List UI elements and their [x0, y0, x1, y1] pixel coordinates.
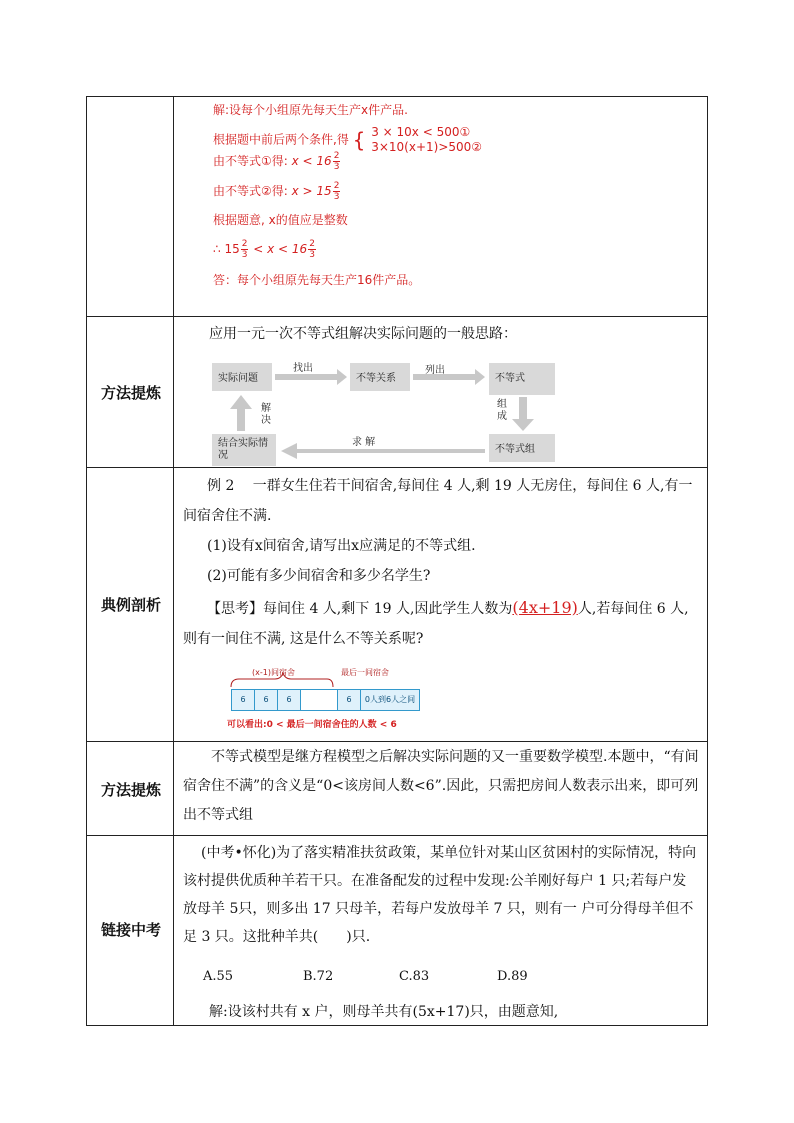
option-d: D.89 — [497, 969, 528, 984]
flow-box-inequality: 不等式 — [489, 363, 555, 395]
brace-label: (x-1)间宿舍 — [252, 668, 295, 677]
lesson-table — [86, 96, 708, 1026]
arrow-down — [512, 397, 534, 431]
method-intro: 应用一元一次不等式组解决实际问题的一般思路： — [209, 326, 517, 342]
row-label-method: 方法提炼 — [100, 384, 161, 402]
flow-box-relation: 不等关系 — [350, 363, 410, 391]
flow-arrows — [87, 97, 707, 477]
last-room-label: 最后一间宿舍 — [341, 668, 389, 677]
flow-label-list: 列出 — [425, 365, 445, 376]
row-label-example: 典例剖析 — [100, 596, 161, 614]
solution-line-5: 根据题意, x的值应是整数 — [213, 213, 348, 227]
option-a: A.55 — [203, 969, 234, 984]
solution-line-3: 由不等式①得: x < 16 $\frac{2}{3}$ — [213, 151, 340, 172]
inequality-2: 3×10(x+1)>500② — [371, 140, 483, 154]
room-cell — [300, 689, 338, 711]
flow-box-system: 不等式组 — [489, 434, 555, 462]
diagram-caption: 可以看出:0 < 最后一间宿舍住的人数 < 6 — [227, 720, 397, 730]
room-cell: 6 — [277, 689, 301, 711]
example-question-1: (1)设有x间宿舍,请写出x应满足的不等式组. — [207, 538, 476, 554]
row-label-exam: 链接中考 — [100, 921, 161, 939]
flow-label-compose: 组成 — [497, 399, 507, 422]
room-cell: 6 — [337, 689, 361, 711]
example-question-2: (2)可能有多少间宿舍和多少名学生? — [207, 568, 431, 584]
example-thinking: 【思考】每间住 4 人,剩下 19 人,因此学生人数为(4x+19)人,若每间住 6 人,则有一间住不满, 这是什么不等关系呢? — [183, 598, 689, 647]
room-cell: 6 — [254, 689, 278, 711]
last-room-cell: 0人到6人之间 — [360, 689, 420, 711]
flow-box-context: 结合实际情况 — [212, 434, 276, 466]
arrow-left — [281, 443, 485, 459]
exam-problem: (中考•怀化)为了落实精准扶贫政策，某单位针对某山区贫困村的实际情况，特向该村提供优质种羊若干只。在准备配发的过程中发现:公羊刚好每户 1 只;若每户发放母羊 5只，则多出 17 只母羊，若每户发放母羊 7 只，则有一 户可分得母羊但不足 3 只。这批种羊共( )只. — [183, 845, 697, 945]
arrow-up — [230, 395, 252, 431]
row-divider — [87, 835, 707, 836]
solution-answer: 答：每个小组原先每天生产16件产品。 — [213, 273, 421, 287]
solution-line-2: 根据题中前后两个条件,得 { 3 × 10x < 500① 3×10(x+1)>500② — [213, 125, 483, 154]
flow-label-solve: 求 解 — [352, 437, 376, 448]
solution-line-6: ∴ 15 $\frac{2}{3}$ < x < 16 $\frac{2}{3}$ — [213, 239, 315, 260]
method-summary: 不等式模型是继方程模型之后解决实际问题的又一重要数学模型.本题中，“有间宿舍住不满”的含义是“0<该房间人数<6”.因此，只需把房间人数表示出来，即可列出不等式组 — [183, 749, 699, 823]
fraction: $\frac{2}{3}$ — [333, 181, 340, 202]
exam-solution: 解:设该村共有 x 户，则母羊共有(5x+17)只，由题意知, — [209, 1004, 559, 1020]
dorm-diagram — [227, 667, 487, 737]
option-b: B.72 — [303, 969, 334, 984]
brace-icon: { — [352, 128, 366, 152]
flow-label-find: 找出 — [293, 363, 313, 374]
room-cell: 6 — [231, 689, 255, 711]
fraction: $\frac{2}{3}$ — [333, 151, 340, 172]
answer-blank: (4x+19) — [512, 598, 578, 617]
arrow-right-2 — [413, 369, 485, 385]
brace-icon — [227, 667, 487, 691]
solution-line-1: 解:设每个小组原先每天生产x件产品. — [213, 103, 408, 117]
solution-line-4: 由不等式②得: x > 15 $\frac{2}{3}$ — [213, 181, 340, 202]
row-divider — [87, 741, 707, 742]
flow-box-problem: 实际问题 — [212, 363, 272, 391]
example-statement: 例 2 一群女生住若干间宿舍,每间住 4 人,剩 19 人无房住，每间住 6 人,有一间宿舍住不满. — [183, 478, 693, 524]
option-c: C.83 — [399, 969, 430, 984]
row-label-method-2: 方法提炼 — [100, 781, 161, 799]
flow-label-resolve: 解决 — [261, 403, 271, 426]
room-cells — [231, 689, 471, 711]
inequality-1: 3 × 10x < 500① — [371, 125, 471, 139]
